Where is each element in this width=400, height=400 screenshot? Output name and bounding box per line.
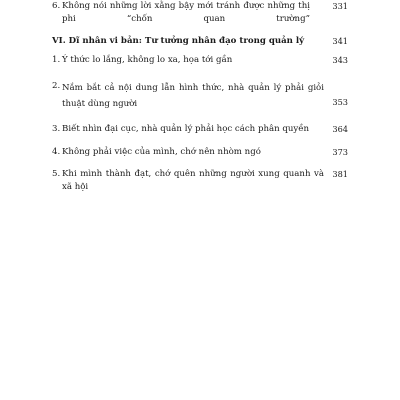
toc-item-2 [52, 80, 348, 112]
toc-item-page: 381 [332, 169, 348, 179]
toc-item-title: Khi mình thành đạt, chớ quên những người xung quanh và xã hội [62, 169, 324, 192]
toc-item-title: Ý thức lo lắng, không lo xa, họa tới gần [62, 55, 233, 65]
toc-item-3 [52, 123, 348, 136]
toc-item-number: 2. [52, 81, 61, 91]
toc-item-5 [52, 168, 348, 194]
toc-item-number: 4. [52, 147, 61, 157]
section-page: 341 [332, 36, 348, 46]
toc-item-title: Biết nhìn đại cục, nhà quản lý phải học cách phân quyền [62, 124, 310, 134]
toc-item-page: 373 [332, 147, 348, 157]
toc-item-page: 343 [332, 55, 348, 65]
toc-item-page: 353 [332, 97, 348, 107]
toc-item-number: 3. [52, 124, 61, 134]
toc-item-title: Không phải việc của mình, chớ nên nhòm ngó [62, 147, 261, 157]
toc-entry-title: Không nói những lời xằng bậy mới tránh được những thị phi “chốn quan trường” [62, 1, 310, 24]
toc-entry-6 [52, 0, 348, 26]
toc-item-title: Nắm bắt cả nội dung lẫn hình thức, nhà quản lý phải giỏi thuật dùng người [62, 83, 324, 109]
toc-item-number: 1. [52, 55, 61, 65]
toc-entry-page: 331 [332, 1, 348, 11]
toc-item-number: 5. [52, 169, 61, 179]
toc-item-4 [52, 146, 348, 159]
toc-item-1 [52, 54, 348, 67]
toc-section-heading [52, 35, 348, 48]
section-title: VI. Dĩ nhân vi bản: Tư tưởng nhân đạo trong quản lý [52, 36, 305, 46]
toc-entry-number: 6. [52, 1, 61, 11]
toc-item-page: 364 [332, 124, 348, 134]
